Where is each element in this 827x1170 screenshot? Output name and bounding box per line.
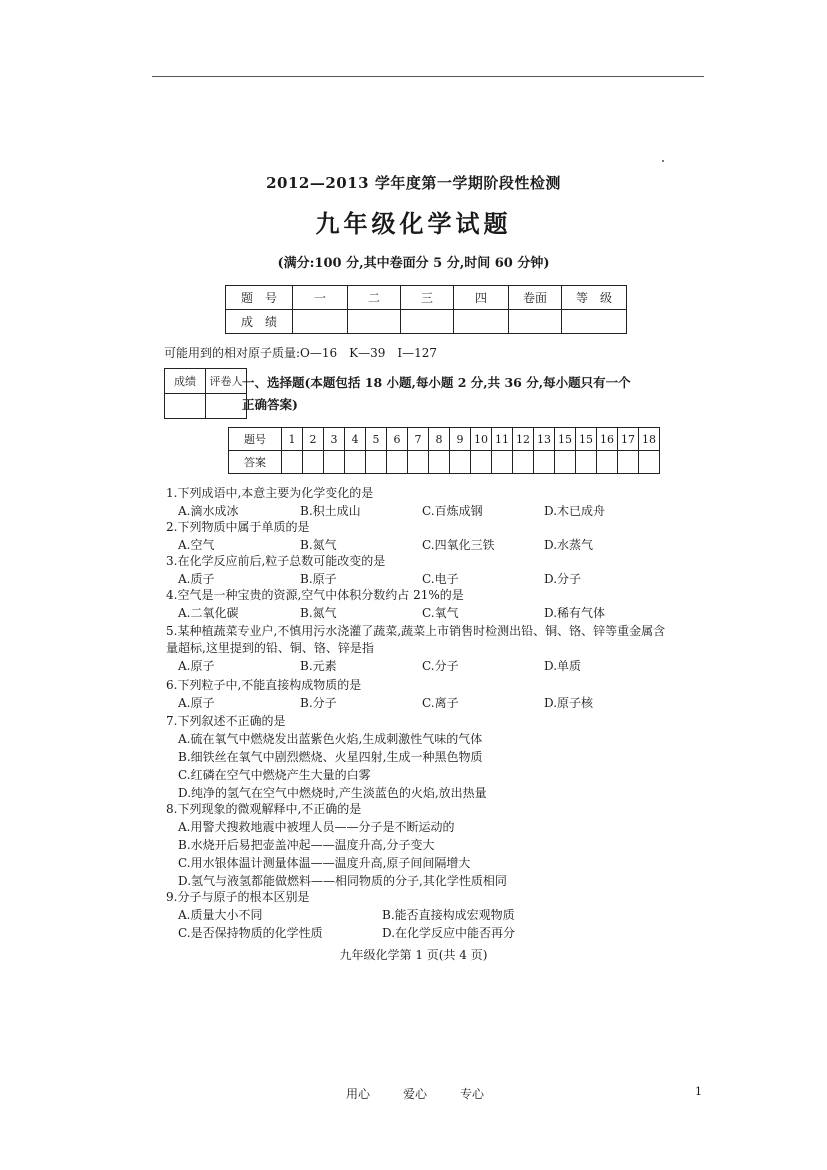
score-header-cell: 卷面 [509, 286, 562, 310]
question-option: B.原子 [300, 572, 337, 586]
answer-number-cell: 4 [345, 428, 366, 451]
question-option: A.用警犬搜救地震中被埋人员——分子是不断运动的 [178, 820, 455, 834]
answer-input-cell[interactable] [534, 451, 555, 474]
answer-number-cell: 3 [324, 428, 345, 451]
question-stem: 2.下列物质中属于单质的是 [166, 520, 310, 534]
question-option: D.稀有气体 [544, 606, 606, 620]
question-option: C.百炼成钢 [422, 504, 483, 518]
score-cell[interactable] [401, 310, 454, 334]
question-option: C.电子 [422, 572, 459, 586]
answer-input-cell[interactable] [429, 451, 450, 474]
answer-input-cell[interactable] [282, 451, 303, 474]
question-option: C.四氧化三铁 [422, 538, 495, 552]
answer-number-cell: 7 [408, 428, 429, 451]
question-option: C.氧气 [422, 606, 459, 620]
question-stem: 8.下列现象的微观解释中,不正确的是 [166, 802, 362, 816]
grader-name-label: 评卷人 [206, 369, 247, 394]
question-option: B.水烧开后易把壶盖冲起——温度升高,分子变大 [178, 838, 435, 852]
score-header-cell: 一 [293, 286, 348, 310]
question-option: B.氮气 [300, 538, 337, 552]
top-rule [152, 76, 704, 77]
answer-input-cell[interactable] [408, 451, 429, 474]
question-option: A.硫在氧气中燃烧发出蓝紫色火焰,生成刺激性气味的气体 [178, 732, 483, 746]
question-option: D.水蒸气 [544, 538, 594, 552]
question-option: B.能否直接构成宏观物质 [382, 908, 515, 922]
answer-number-cell: 6 [387, 428, 408, 451]
question-option: C.用水银体温计测量体温——温度升高,原子间间隔增大 [178, 856, 471, 870]
answer-number-cell: 8 [429, 428, 450, 451]
bottom-word: 专心 [460, 1087, 485, 1101]
bottom-word: 用心 [346, 1087, 371, 1101]
answer-number-cell: 11 [492, 428, 513, 451]
question-option: B.分子 [300, 696, 337, 710]
question-option: D.纯净的氢气在空气中燃烧时,产生淡蓝色的火焰,放出热量 [178, 786, 487, 800]
answer-number-cell: 17 [618, 428, 639, 451]
question-stem: 6.下列粒子中,不能直接构成物质的是 [166, 678, 362, 692]
section-one-title: 一、选择题(本题包括 18 小题,每小题 2 分,共 36 分,每小题只有一个正确答案) [242, 375, 631, 412]
answer-number-row [229, 428, 660, 451]
score-cell[interactable] [509, 310, 562, 334]
answer-input-cell[interactable] [366, 451, 387, 474]
question-option: C.分子 [422, 659, 459, 673]
question-stem: 5.某种植蔬菜专业户,不慎用污水浇灌了蔬菜,蔬菜上市销售时检测出铅、铜、铬、锌等重金属含量超标,这里提到的铅、铜、铬、锌是指 [166, 624, 666, 655]
question-option: A.滴水成冰 [178, 504, 239, 518]
answer-number-cell: 9 [450, 428, 471, 451]
answer-input-cell[interactable] [450, 451, 471, 474]
score-cell[interactable] [293, 310, 348, 334]
exam-period-title: 2012—2013 学年度第一学期阶段性检测 [266, 174, 561, 192]
exam-main-title: 九年级化学试题 [315, 209, 512, 238]
question-option: C.红磷在空气中燃烧产生大量的白雾 [178, 768, 371, 782]
atomic-mass-note: 可能用到的相对原子质量:O—16 K—39 I—127 [164, 346, 438, 360]
question-stem: 4.空气是一种宝贵的资源,空气中体积分数约占 21%的是 [166, 588, 464, 602]
page-footer: 九年级化学第 1 页(共 4 页) [339, 948, 488, 962]
question-option: B.元素 [300, 659, 337, 673]
answer-number-cell: 18 [639, 428, 660, 451]
question-option: A.质子 [178, 572, 215, 586]
answer-head-label: 题号 [229, 428, 282, 451]
question-option: D.木已成舟 [544, 504, 606, 518]
score-cell[interactable] [454, 310, 509, 334]
question-option: C.离子 [422, 696, 459, 710]
question-option: D.分子 [544, 572, 582, 586]
bottom-word: 爱心 [403, 1087, 428, 1101]
grader-score-cell[interactable] [165, 394, 206, 419]
answer-number-cell: 10 [471, 428, 492, 451]
answer-number-cell: 5 [366, 428, 387, 451]
question-stem: 1.下列成语中,本意主要为化学变化的是 [166, 486, 374, 500]
score-table-score-row [226, 310, 627, 334]
answer-number-cell: 15 [555, 428, 576, 451]
question-option: D.氢气与液氢都能做燃料——相同物质的分子,其化学性质相同 [178, 874, 507, 888]
answer-input-cell[interactable] [576, 451, 597, 474]
answer-input-cell[interactable] [597, 451, 618, 474]
grader-name-cell[interactable] [206, 394, 247, 419]
answer-input-cell[interactable] [618, 451, 639, 474]
score-cell[interactable] [562, 310, 627, 334]
score-header-cell: 二 [348, 286, 401, 310]
answer-number-cell: 16 [597, 428, 618, 451]
score-header-cell: 题 号 [226, 286, 293, 310]
question-stem: 3.在化学反应前后,粒子总数可能改变的是 [166, 554, 386, 568]
question-option: D.原子核 [544, 696, 594, 710]
answer-number-cell: 1 [282, 428, 303, 451]
answer-number-cell: 12 [513, 428, 534, 451]
question-option: B.细铁丝在氧气中剧烈燃烧、火星四射,生成一种黑色物质 [178, 750, 483, 764]
score-row-label: 成 绩 [226, 310, 293, 334]
answer-row-label: 答案 [229, 451, 282, 474]
question-option: A.原子 [178, 659, 215, 673]
answer-input-cell[interactable] [555, 451, 576, 474]
answer-input-cell[interactable] [345, 451, 366, 474]
answer-input-cell[interactable] [513, 451, 534, 474]
score-header-cell: 等 级 [562, 286, 627, 310]
question-option: A.空气 [178, 538, 215, 552]
exam-subtitle: (满分:100 分,其中卷面分 5 分,时间 60 分钟) [277, 256, 550, 271]
question-option: A.二氧化碳 [178, 606, 239, 620]
score-cell[interactable] [348, 310, 401, 334]
answer-input-cell[interactable] [324, 451, 345, 474]
question-option: C.是否保持物质的化学性质 [178, 926, 323, 940]
question-option: B.积土成山 [300, 504, 361, 518]
answer-number-cell: 2 [303, 428, 324, 451]
question-option: B.氮气 [300, 606, 337, 620]
answer-number-cell: 15 [576, 428, 597, 451]
grader-score-label: 成绩 [165, 369, 206, 394]
scan-speck [662, 160, 664, 162]
score-table [225, 285, 627, 334]
question-option: D.单质 [544, 659, 582, 673]
score-table-header-row [226, 286, 627, 310]
answer-input-cell[interactable] [639, 451, 660, 474]
question-option: D.在化学反应中能否再分 [382, 926, 516, 940]
question-option: A.质量大小不同 [178, 908, 263, 922]
page-number: 1 [695, 1085, 702, 1098]
answer-input-cell[interactable] [471, 451, 492, 474]
question-option: A.原子 [178, 696, 215, 710]
answer-input-cell[interactable] [387, 451, 408, 474]
answer-input-cell[interactable] [303, 451, 324, 474]
answer-table [228, 427, 660, 474]
answer-input-cell[interactable] [492, 451, 513, 474]
grader-table [164, 368, 247, 419]
answer-fill-row [229, 451, 660, 474]
question-stem: 9.分子与原子的根本区别是 [166, 890, 310, 904]
score-header-cell: 三 [401, 286, 454, 310]
score-header-cell: 四 [454, 286, 509, 310]
question-stem: 7.下列叙述不正确的是 [166, 714, 286, 728]
answer-number-cell: 13 [534, 428, 555, 451]
